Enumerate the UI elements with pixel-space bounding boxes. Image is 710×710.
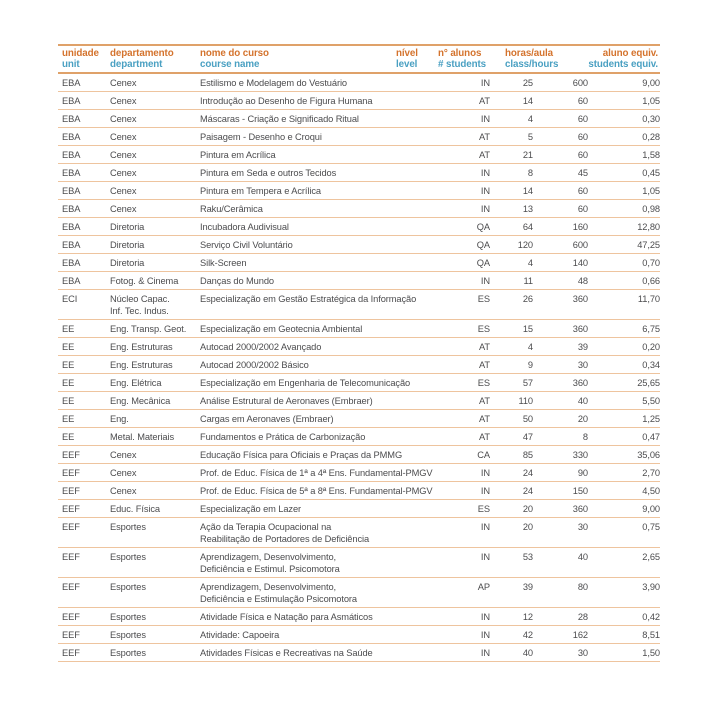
- cell-unit: EEF: [62, 630, 80, 640]
- cell-equiv: 12,80: [637, 222, 660, 232]
- table-row: [58, 356, 660, 374]
- cell-level: AT: [479, 132, 490, 142]
- cell-course: Estilismo e Modelagem do Vestuário: [200, 78, 347, 88]
- table-row: [58, 482, 660, 500]
- cell-dept: Fotog. & Cinema: [110, 276, 179, 286]
- cell-level: IN: [480, 168, 490, 178]
- cell-hours: 60: [577, 96, 588, 106]
- table-row: [58, 518, 660, 548]
- cell-equiv: 0,42: [642, 612, 660, 622]
- cell-level: CA: [477, 450, 490, 460]
- cell-unit: EE: [62, 414, 75, 424]
- cell-dept: Cenex: [110, 204, 137, 214]
- cell-hours: 162: [572, 630, 588, 640]
- cell-students: 24: [522, 468, 533, 478]
- header-equiv-pt: aluno equiv.: [602, 48, 658, 59]
- table-header: [58, 44, 660, 74]
- cell-students: 25: [522, 78, 533, 88]
- cell-course: Atividades Físicas e Recreativas na Saúde: [200, 648, 373, 658]
- cell-level: QA: [476, 240, 490, 250]
- cell-hours: 30: [577, 360, 588, 370]
- cell-dept: Eng. Estruturas: [110, 342, 173, 352]
- cell-unit: EE: [62, 342, 75, 352]
- cell-course: Educação Física para Oficiais e Praças da PMMG: [200, 450, 403, 460]
- cell-equiv: 0,98: [642, 204, 660, 214]
- cell-level: IN: [480, 78, 490, 88]
- cell-dept: Eng. Estruturas: [110, 360, 173, 370]
- cell-students: 39: [522, 582, 533, 592]
- cell-dept: Cenex: [110, 150, 137, 160]
- cell-course: Danças do Mundo: [200, 276, 274, 286]
- cell-dept: Esportes: [110, 612, 146, 622]
- cell-level: AT: [479, 414, 490, 424]
- cell-students: 4: [527, 342, 533, 352]
- cell-equiv: 47,25: [637, 240, 660, 250]
- cell-hours: 60: [577, 186, 588, 196]
- cell-level: AT: [479, 360, 490, 370]
- cell-equiv: 0,20: [642, 342, 660, 352]
- cell-hours: 360: [572, 294, 588, 304]
- cell-students: 4: [527, 258, 533, 268]
- cell-course: Aprendizagem, Desenvolvimento, Deficiência e Estimul. Psicomotora: [200, 552, 340, 574]
- cell-equiv: 35,06: [637, 450, 660, 460]
- header-department-en: department: [110, 59, 163, 70]
- cell-level: IN: [480, 522, 490, 532]
- cell-course: Especialização em Gestão Estratégica da Informação: [200, 294, 417, 304]
- cell-hours: 360: [572, 504, 588, 514]
- table-row: [58, 578, 660, 608]
- table-row: [58, 548, 660, 578]
- table-row: [58, 374, 660, 392]
- cell-course: Pintura em Acrílica: [200, 150, 276, 160]
- table-body: [58, 74, 660, 662]
- cell-unit: EBA: [62, 276, 81, 286]
- cell-students: 8: [527, 168, 533, 178]
- cell-unit: EBA: [62, 204, 81, 214]
- cell-hours: 600: [572, 78, 588, 88]
- table-row: [58, 464, 660, 482]
- cell-course: Especialização em Geotecnia Ambiental: [200, 324, 363, 334]
- header-unidade-pt: unidade: [62, 48, 99, 59]
- cell-hours: 60: [577, 204, 588, 214]
- cell-level: ES: [477, 294, 490, 304]
- cell-students: 57: [522, 378, 533, 388]
- cell-dept: Cenex: [110, 450, 137, 460]
- cell-level: IN: [480, 468, 490, 478]
- cell-dept: Cenex: [110, 168, 137, 178]
- cell-unit: EEF: [62, 522, 80, 532]
- cell-unit: EEF: [62, 612, 80, 622]
- cell-equiv: 0,75: [642, 522, 660, 532]
- cell-hours: 48: [577, 276, 588, 286]
- cell-dept: Esportes: [110, 630, 146, 640]
- cell-level: IN: [480, 552, 490, 562]
- cell-dept: Diretoria: [110, 222, 145, 232]
- cell-dept: Núcleo Capac. Inf. Tec. Indus.: [110, 294, 170, 316]
- table-row: [58, 608, 660, 626]
- cell-hours: 8: [582, 432, 588, 442]
- cell-course: Aprendizagem, Desenvolvimento, Deficiência e Estimulação Psicomotora: [200, 582, 357, 604]
- cell-equiv: 1,25: [642, 414, 660, 424]
- cell-hours: 60: [577, 132, 588, 142]
- cell-dept: Educ. Física: [110, 504, 160, 514]
- cell-course: Raku/Cerâmica: [200, 204, 263, 214]
- cell-course: Cargas em Aeronaves (Embraer): [200, 414, 334, 424]
- cell-hours: 90: [577, 468, 588, 478]
- cell-hours: 60: [577, 114, 588, 124]
- cell-dept: Esportes: [110, 552, 146, 562]
- table-row: [58, 146, 660, 164]
- cell-students: 26: [522, 294, 533, 304]
- cell-level: IN: [480, 204, 490, 214]
- cell-unit: EBA: [62, 132, 81, 142]
- cell-equiv: 2,70: [642, 468, 660, 478]
- cell-course: Serviço Civil Voluntário: [200, 240, 293, 250]
- cell-unit: EE: [62, 396, 75, 406]
- table-row: [58, 644, 660, 662]
- header-unit-en: unit: [62, 59, 80, 70]
- table-row: [58, 110, 660, 128]
- cell-level: IN: [480, 486, 490, 496]
- cell-unit: EBA: [62, 186, 81, 196]
- table-row: [58, 338, 660, 356]
- cell-course: Incubadora Audivisual: [200, 222, 289, 232]
- cell-course: Silk-Screen: [200, 258, 247, 268]
- cell-unit: EEF: [62, 450, 80, 460]
- cell-unit: ECI: [62, 294, 78, 304]
- cell-level: IN: [480, 612, 490, 622]
- cell-hours: 160: [572, 222, 588, 232]
- cell-unit: EE: [62, 378, 75, 388]
- cell-equiv: 0,47: [642, 432, 660, 442]
- header-students-en: # students: [438, 59, 486, 70]
- table-row: [58, 182, 660, 200]
- cell-equiv: 1,58: [642, 150, 660, 160]
- cell-course: Prof. de Educ. Física de 1ª a 4ª Ens. Fundamental-PMGV: [200, 468, 433, 478]
- table-row: [58, 236, 660, 254]
- cell-students: 110: [518, 396, 533, 406]
- table-row: [58, 74, 660, 92]
- cell-dept: Cenex: [110, 468, 137, 478]
- cell-students: 12: [522, 612, 533, 622]
- cell-hours: 20: [577, 414, 588, 424]
- cell-equiv: 0,28: [642, 132, 660, 142]
- header-course-name-en: course name: [200, 59, 260, 70]
- cell-unit: EBA: [62, 240, 81, 250]
- cell-course: Ação da Terapia Ocupacional na Reabilitação de Portadores de Deficiência: [200, 522, 370, 544]
- cell-equiv: 0,34: [642, 360, 660, 370]
- cell-equiv: 0,66: [642, 276, 660, 286]
- cell-unit: EBA: [62, 222, 81, 232]
- cell-unit: EBA: [62, 78, 81, 88]
- table-row: [58, 128, 660, 146]
- cell-course: Atividade Física e Natação para Asmáticos: [200, 612, 373, 622]
- cell-equiv: 8,51: [642, 630, 660, 640]
- cell-hours: 600: [572, 240, 588, 250]
- cell-level: IN: [480, 648, 490, 658]
- cell-course: Especialização em Engenharia de Telecomunicação: [200, 378, 411, 388]
- cell-unit: EEF: [62, 648, 80, 658]
- cell-unit: EEF: [62, 582, 80, 592]
- cell-equiv: 6,75: [642, 324, 660, 334]
- cell-unit: EE: [62, 432, 75, 442]
- cell-level: AT: [479, 342, 490, 352]
- cell-hours: 360: [572, 324, 588, 334]
- cell-course: Pintura em Seda e outros Tecidos: [200, 168, 337, 178]
- table-row: [58, 320, 660, 338]
- cell-course: Máscaras - Criação e Significado Ritual: [200, 114, 359, 124]
- cell-equiv: 4,50: [642, 486, 660, 496]
- cell-unit: EEF: [62, 552, 80, 562]
- table-row: [58, 254, 660, 272]
- cell-equiv: 0,45: [642, 168, 660, 178]
- cell-course: Autocad 2000/2002 Básico: [200, 360, 309, 370]
- table-row: [58, 200, 660, 218]
- cell-unit: EBA: [62, 114, 81, 124]
- cell-level: AP: [477, 582, 490, 592]
- cell-unit: EE: [62, 360, 75, 370]
- cell-level: QA: [476, 222, 490, 232]
- cell-unit: EBA: [62, 96, 81, 106]
- cell-students: 24: [522, 486, 533, 496]
- cell-dept: Cenex: [110, 132, 137, 142]
- cell-course: Análise Estrutural de Aeronaves (Embraer): [200, 396, 373, 406]
- header-level-en: level: [396, 59, 418, 70]
- cell-course: Autocad 2000/2002 Avançado: [200, 342, 322, 352]
- cell-equiv: 9,00: [642, 504, 660, 514]
- cell-students: 47: [522, 432, 533, 442]
- cell-dept: Esportes: [110, 648, 146, 658]
- cell-students: 20: [522, 504, 533, 514]
- cell-dept: Cenex: [110, 186, 137, 196]
- table-row: [58, 626, 660, 644]
- header-horas-pt: horas/aula: [505, 48, 554, 59]
- cell-dept: Eng.: [110, 414, 129, 424]
- cell-level: AT: [479, 96, 490, 106]
- cell-dept: Eng. Elétrica: [110, 378, 162, 388]
- cell-students: 11: [523, 276, 533, 286]
- cell-course: Atividade: Capoeira: [200, 630, 280, 640]
- cell-students: 14: [522, 186, 533, 196]
- table-row: [58, 164, 660, 182]
- table-row: [58, 392, 660, 410]
- cell-equiv: 1,05: [642, 186, 660, 196]
- cell-dept: Esportes: [110, 582, 146, 592]
- cell-dept: Cenex: [110, 96, 137, 106]
- cell-course: Prof. de Educ. Física de 5ª a 8ª Ens. Fundamental-PMGV: [200, 486, 433, 496]
- cell-unit: EEF: [62, 486, 80, 496]
- cell-students: 21: [522, 150, 533, 160]
- header-students-equiv-en: students equiv.: [588, 59, 658, 70]
- cell-course: Especialização em Lazer: [200, 504, 302, 514]
- cell-equiv: 0,30: [642, 114, 660, 124]
- cell-equiv: 9,00: [642, 78, 660, 88]
- cell-hours: 80: [577, 582, 588, 592]
- cell-equiv: 3,90: [642, 582, 660, 592]
- cell-hours: 30: [577, 648, 588, 658]
- cell-hours: 360: [572, 378, 588, 388]
- cell-hours: 40: [577, 552, 588, 562]
- table-row: [58, 290, 660, 320]
- cell-equiv: 11,70: [637, 294, 660, 304]
- cell-equiv: 5,50: [642, 396, 660, 406]
- table-row: [58, 446, 660, 464]
- table-row: [58, 218, 660, 236]
- cell-students: 85: [522, 450, 533, 460]
- cell-hours: 28: [577, 612, 588, 622]
- cell-students: 53: [522, 552, 533, 562]
- cell-students: 13: [522, 204, 533, 214]
- cell-level: IN: [480, 186, 490, 196]
- cell-unit: EEF: [62, 468, 80, 478]
- cell-equiv: 2,65: [642, 552, 660, 562]
- cell-hours: 40: [577, 396, 588, 406]
- header-departamento-pt: departamento: [110, 48, 174, 59]
- cell-hours: 150: [572, 486, 588, 496]
- header-alunos-pt: n° alunos: [438, 48, 482, 59]
- cell-course: Paisagem - Desenho e Croqui: [200, 132, 322, 142]
- cell-dept: Esportes: [110, 522, 146, 532]
- cell-hours: 140: [572, 258, 588, 268]
- cell-equiv: 1,05: [642, 96, 660, 106]
- course-table: [58, 44, 660, 662]
- cell-dept: Diretoria: [110, 258, 145, 268]
- cell-equiv: 25,65: [637, 378, 660, 388]
- header-class-hours-en: class/hours: [505, 59, 559, 70]
- cell-hours: 45: [577, 168, 588, 178]
- cell-dept: Metal. Materiais: [110, 432, 175, 442]
- cell-level: ES: [477, 378, 490, 388]
- cell-dept: Cenex: [110, 486, 137, 496]
- cell-equiv: 1,50: [642, 648, 660, 658]
- cell-level: ES: [477, 324, 490, 334]
- table-row: [58, 410, 660, 428]
- table-row: [58, 500, 660, 518]
- cell-hours: 60: [577, 150, 588, 160]
- cell-students: 20: [522, 522, 533, 532]
- cell-students: 9: [527, 360, 533, 370]
- cell-students: 40: [522, 648, 533, 658]
- cell-dept: Eng. Transp. Geot.: [110, 324, 187, 334]
- cell-level: QA: [476, 258, 490, 268]
- cell-level: ES: [477, 504, 490, 514]
- cell-dept: Cenex: [110, 78, 137, 88]
- cell-level: IN: [480, 276, 490, 286]
- cell-students: 64: [522, 222, 533, 232]
- cell-course: Pintura em Tempera e Acrílica: [200, 186, 321, 196]
- cell-level: AT: [479, 432, 490, 442]
- cell-equiv: 0,70: [642, 258, 660, 268]
- cell-course: Fundamentos e Prática de Carbonização: [200, 432, 366, 442]
- header-nivel-pt: nível: [396, 48, 418, 59]
- cell-hours: 330: [572, 450, 588, 460]
- cell-dept: Diretoria: [110, 240, 145, 250]
- cell-students: 15: [522, 324, 533, 334]
- cell-dept: Eng. Mecânica: [110, 396, 171, 406]
- cell-level: AT: [479, 396, 490, 406]
- cell-students: 50: [522, 414, 533, 424]
- table-row: [58, 272, 660, 290]
- cell-level: IN: [480, 630, 490, 640]
- cell-unit: EEF: [62, 504, 80, 514]
- cell-unit: EE: [62, 324, 75, 334]
- cell-students: 14: [522, 96, 533, 106]
- cell-unit: EBA: [62, 150, 81, 160]
- cell-unit: EBA: [62, 258, 81, 268]
- cell-unit: EBA: [62, 168, 81, 178]
- table-row: [58, 92, 660, 110]
- cell-hours: 30: [577, 522, 588, 532]
- cell-course: Introdução ao Desenho de Figura Humana: [200, 96, 373, 106]
- cell-students: 4: [527, 114, 533, 124]
- table-row: [58, 428, 660, 446]
- cell-level: AT: [479, 150, 490, 160]
- cell-students: 120: [517, 240, 533, 250]
- cell-students: 5: [527, 132, 533, 142]
- cell-dept: Cenex: [110, 114, 137, 124]
- cell-hours: 39: [577, 342, 588, 352]
- cell-level: IN: [480, 114, 490, 124]
- header-nome-curso-pt: nome do curso: [200, 48, 269, 59]
- cell-students: 42: [522, 630, 533, 640]
